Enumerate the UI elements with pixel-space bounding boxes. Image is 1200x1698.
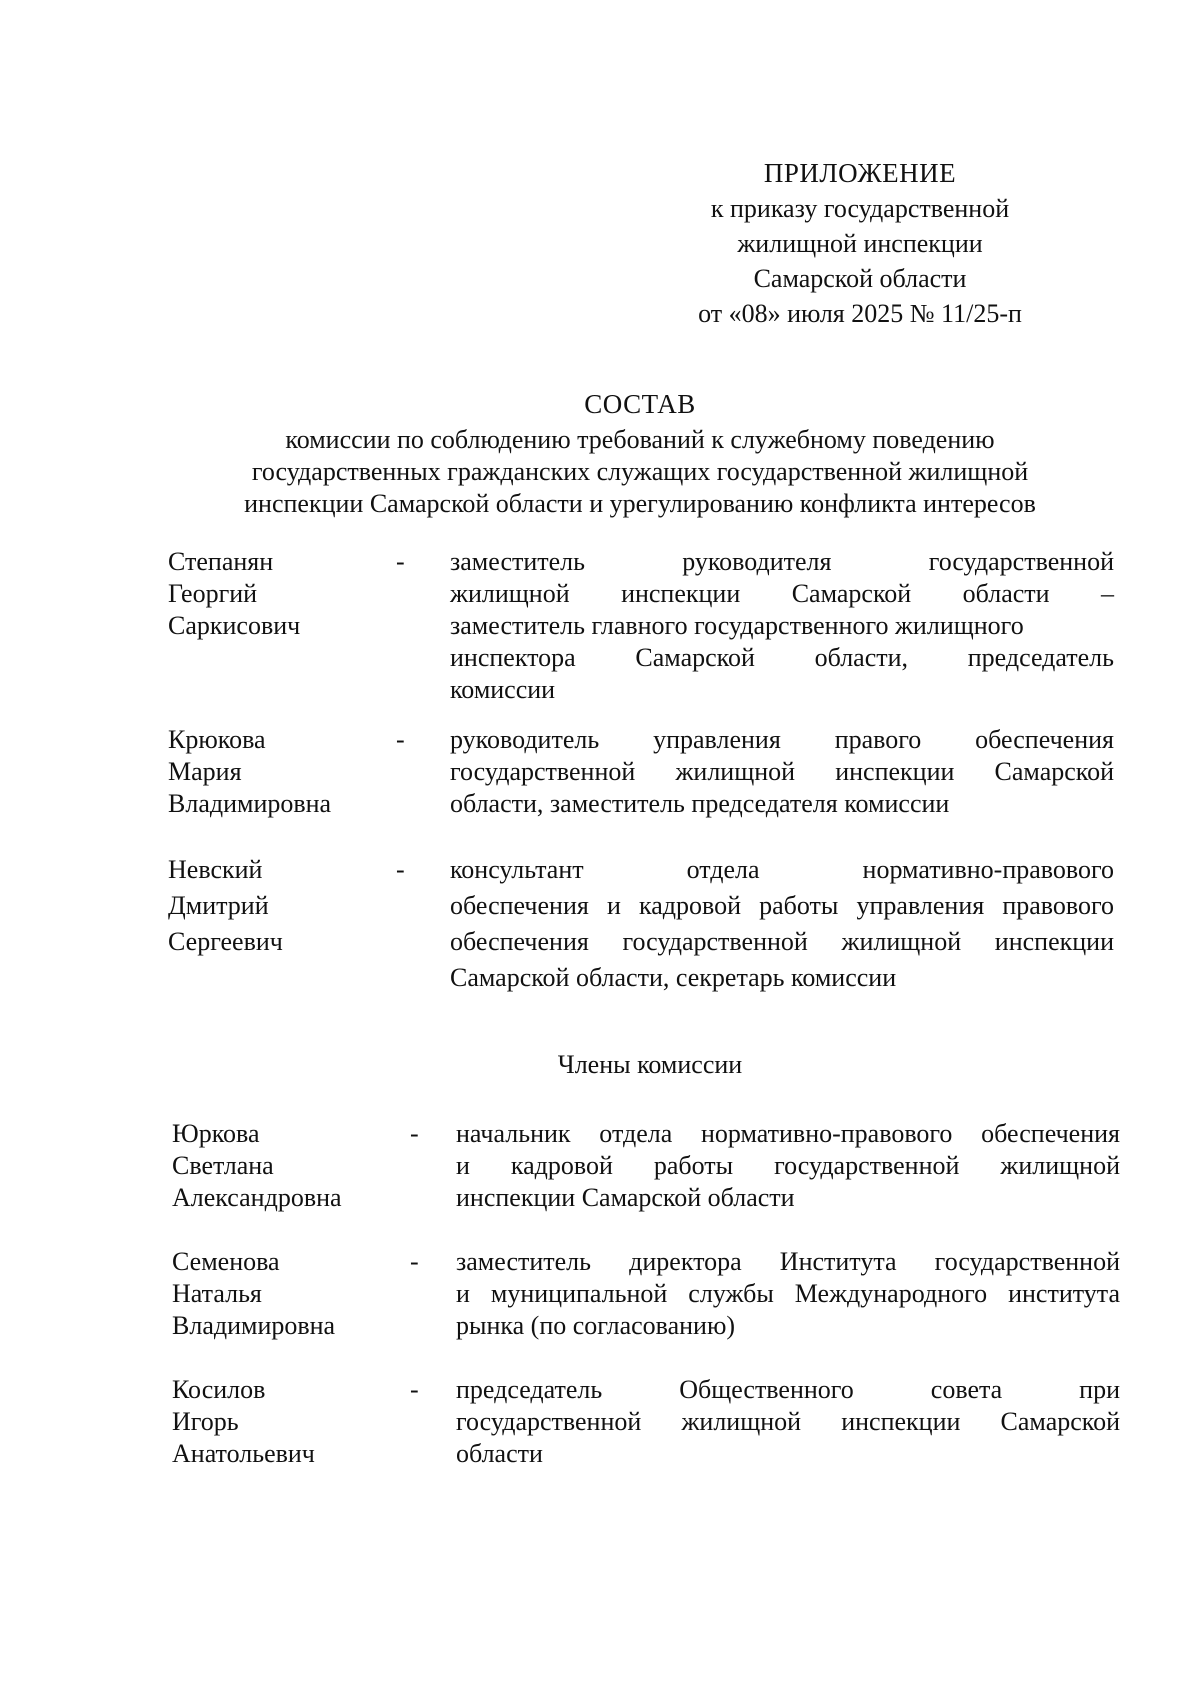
separator-dash: - <box>396 855 405 884</box>
document-heading <box>180 386 1100 520</box>
appendix-header <box>660 156 1060 331</box>
member-name: Степанян Георгий Саркисович <box>168 547 301 640</box>
appendix-title: ПРИЛОЖЕНИЕ <box>763 158 957 188</box>
member-role: консультант отдела нормативно-правового обеспечения и кадровой работы управления правового обеспечения государственной жилищной инспекции Самарской области, секретарь комиссии <box>450 855 1114 992</box>
separator-dash: - <box>396 547 405 576</box>
appendix-date-line: от «08» июля 2025 № 11/25-п <box>698 299 1022 328</box>
separator-dash: - <box>410 1247 419 1276</box>
appendix-line: жилищной инспекции <box>737 229 983 258</box>
member-name: Семенова Наталья Владимировна <box>172 1247 336 1340</box>
member-name: Юркова Светлана Александровна <box>172 1119 342 1212</box>
separator-dash: - <box>410 1119 419 1148</box>
members-heading: Члены комиссии <box>557 1050 743 1079</box>
member-name: Крюкова Мария Владимировна <box>168 725 332 818</box>
separator-dash: - <box>396 725 405 754</box>
heading-title: СОСТАВ <box>584 389 696 419</box>
member-role: руководитель управления правого обеспечения государственной жилищной инспекции Самарской области, заместитель председателя комиссии <box>450 725 1114 818</box>
heading-line: государственных гражданских служащих государственной жилищной <box>251 457 1029 486</box>
member-role: заместитель директора Института государственной и муниципальной службы Международного института рынка (по согласованию) <box>456 1247 1120 1340</box>
appendix-line: Самарской области <box>753 264 967 293</box>
heading-line: комиссии по соблюдению требований к служебному поведению <box>285 425 995 454</box>
member-role: заместитель руководителя государственной жилищной инспекции Самарской области – заместитель главного государственного жилищного инспектора Самарской области, председатель комиссии <box>450 547 1114 704</box>
appendix-line: к приказу государственной <box>710 194 1010 223</box>
member-role: председатель Общественного совета при государственной жилищной инспекции Самарской области <box>456 1375 1120 1468</box>
member-name: Невский Дмитрий Сергеевич <box>168 855 283 956</box>
heading-line: инспекции Самарской области и урегулированию конфликта интересов <box>244 489 1036 518</box>
separator-dash: - <box>410 1375 419 1404</box>
member-name: Косилов Игорь Анатольевич <box>172 1375 315 1468</box>
member-role: начальник отдела нормативно-правового обеспечения и кадровой работы государственной жилищной инспекции Самарской области <box>456 1119 1120 1212</box>
